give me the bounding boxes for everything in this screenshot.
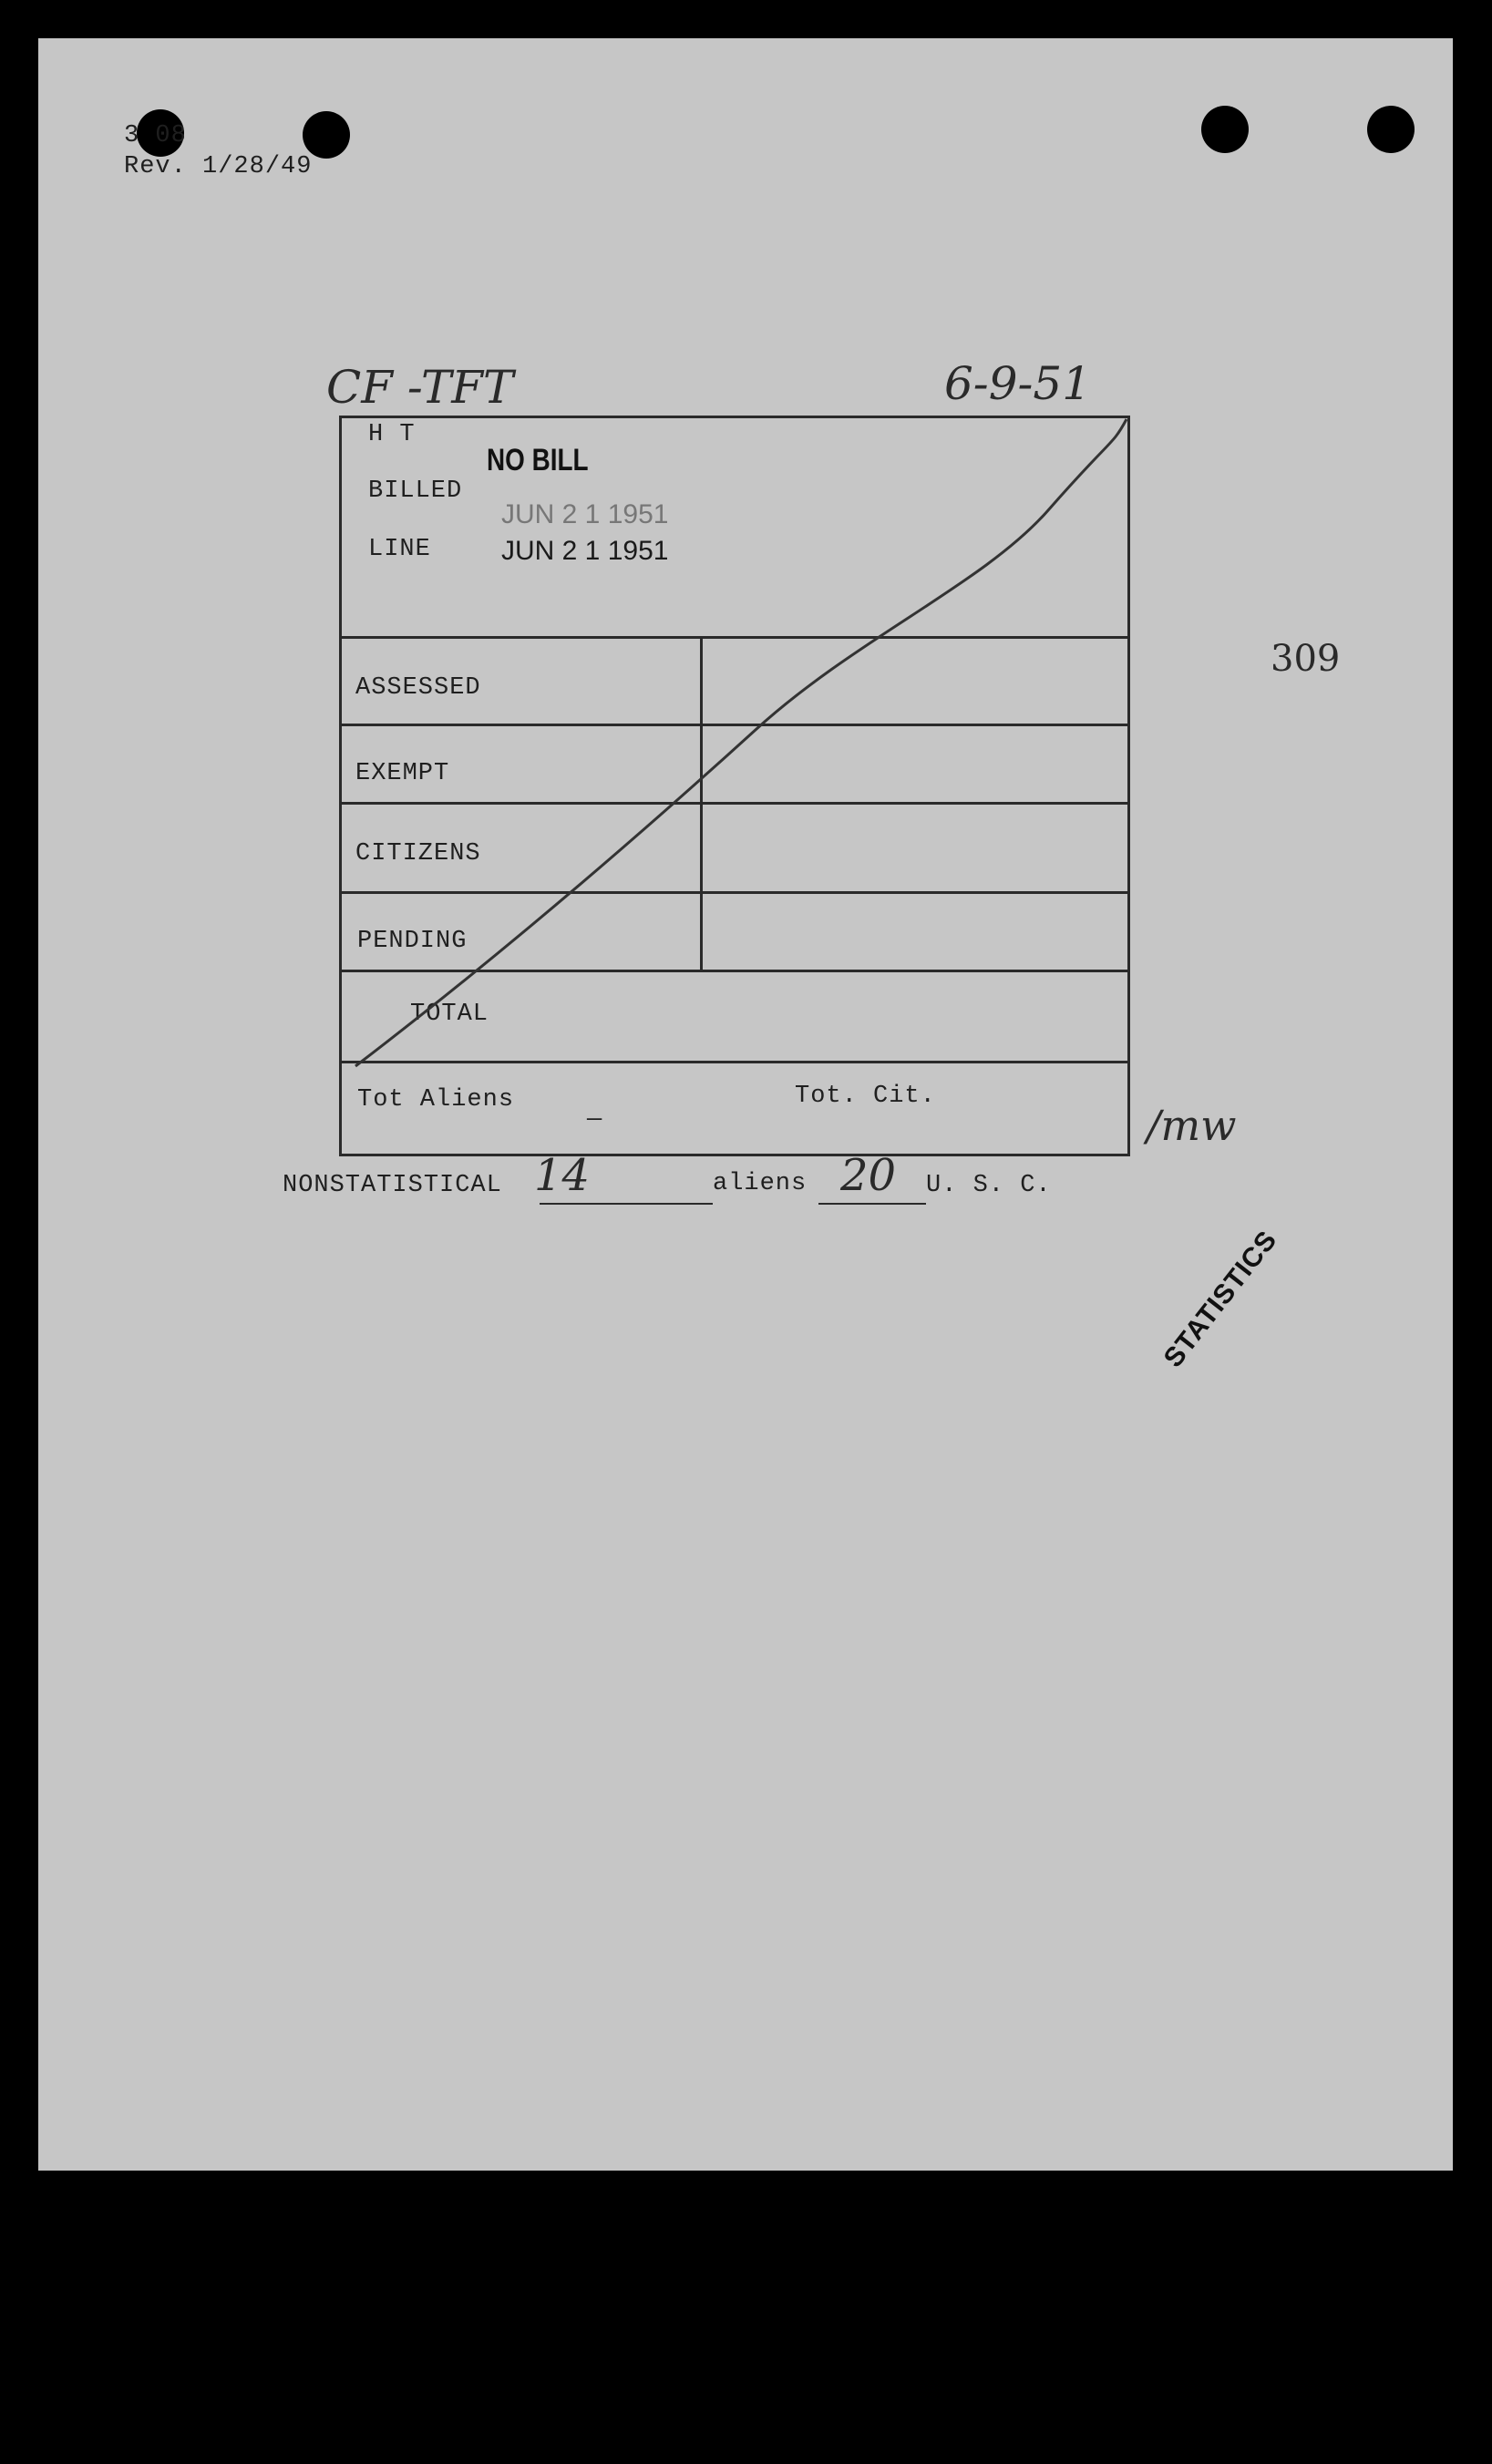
handwritten-initials: /mw: [1147, 1101, 1237, 1150]
row-citizens: CITIZENS: [355, 840, 481, 868]
date-stamp: JUN 2 1 1951: [501, 536, 669, 566]
box-header-line: LINE: [368, 536, 431, 563]
form-revision: Rev. 1/28/49: [124, 153, 313, 180]
statistics-stamp: STATISTICS: [1158, 1225, 1283, 1373]
handwritten-reference: CF -TFT: [326, 361, 514, 414]
no-bill-stamp: NO BILL: [487, 443, 589, 477]
usc-label: U. S. C.: [926, 1172, 1052, 1199]
box-header-ht: H T: [368, 421, 416, 448]
row-pending: PENDING: [357, 928, 468, 955]
tot-cit-label: Tot. Cit.: [795, 1083, 936, 1110]
usc-count: 20: [840, 1150, 897, 1201]
box-header-billed: BILLED: [368, 477, 463, 505]
form-number: 3 08: [124, 122, 187, 149]
aliens-count: 14: [534, 1150, 591, 1201]
date-stamp-faint: JUN 2 1 1951: [501, 499, 669, 529]
page-number: 309: [1271, 638, 1341, 680]
row-assessed: ASSESSED: [355, 674, 481, 702]
aliens-underline: [540, 1203, 713, 1205]
nonstatistical-label: NONSTATISTICAL: [283, 1172, 502, 1199]
handwritten-date: 6-9-51: [944, 357, 1092, 410]
tot-aliens-mark: —: [587, 1106, 603, 1134]
row-total: TOTAL: [410, 1001, 489, 1028]
usc-underline: [818, 1203, 926, 1205]
tot-aliens-label: Tot Aliens: [357, 1086, 515, 1114]
row-exempt: EXEMPT: [355, 760, 450, 787]
aliens-label: aliens: [713, 1170, 808, 1197]
